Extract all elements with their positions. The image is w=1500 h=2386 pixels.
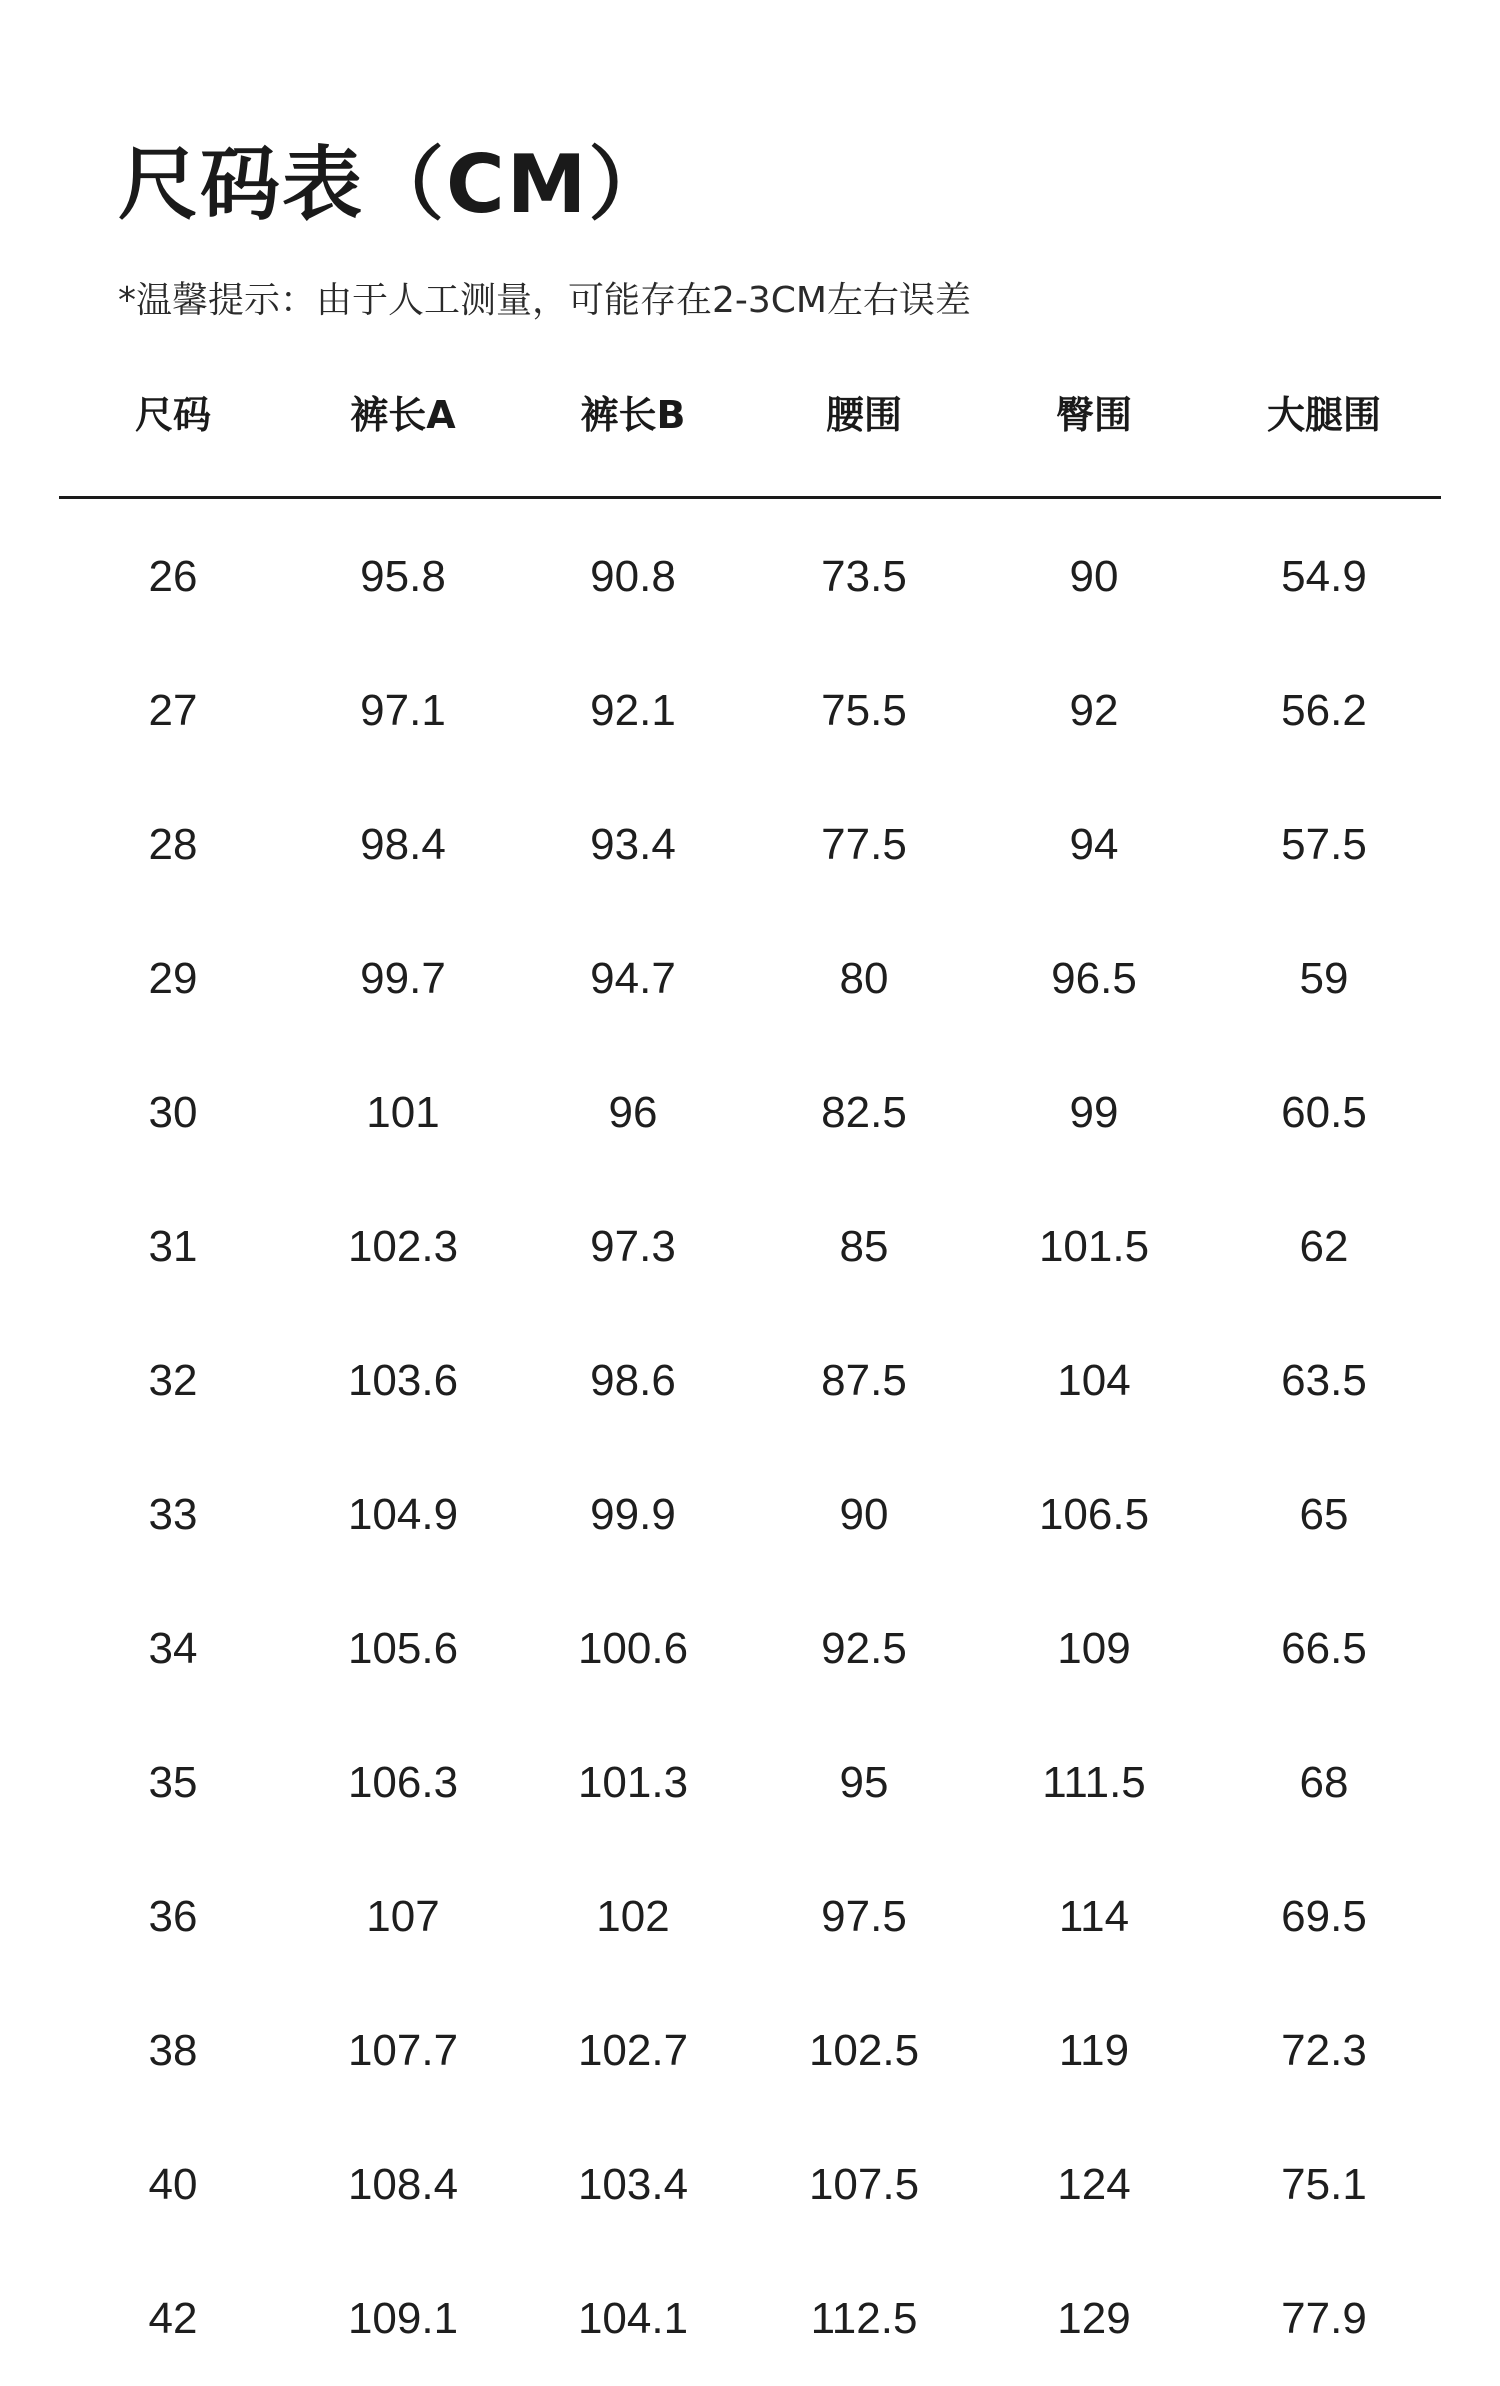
cell-hip: 94 bbox=[1069, 820, 1119, 869]
cell-length-a: 108.4 bbox=[347, 2160, 459, 2209]
cell-length-a: 102.3 bbox=[347, 1222, 459, 1271]
cell-size: 27 bbox=[148, 686, 198, 735]
cell-length-b: 96 bbox=[608, 1088, 658, 1137]
cell-size: 36 bbox=[148, 1892, 198, 1941]
cell-length-b: 93.4 bbox=[590, 820, 676, 869]
cell-thigh: 60.5 bbox=[1281, 1088, 1367, 1137]
cell-waist: 77.5 bbox=[821, 820, 907, 869]
table-row bbox=[0, 1448, 1500, 1582]
cell-waist: 82.5 bbox=[821, 1088, 907, 1137]
cell-size: 35 bbox=[148, 1758, 198, 1807]
cell-hip: 119 bbox=[1058, 2026, 1130, 2075]
cell-thigh: 54.9 bbox=[1281, 552, 1367, 601]
table-row bbox=[0, 1984, 1500, 2118]
cell-hip: 129 bbox=[1057, 2294, 1131, 2343]
cell-thigh: 57.5 bbox=[1281, 820, 1367, 869]
cell-waist: 107.5 bbox=[808, 2160, 920, 2209]
cell-waist: 92.5 bbox=[821, 1624, 907, 1673]
cell-length-b: 92.1 bbox=[590, 686, 676, 735]
header-divider bbox=[59, 496, 1441, 499]
cell-hip: 109 bbox=[1057, 1624, 1131, 1673]
measurement-note: *温馨提示：由于人工测量，可能存在2-3CM左右误差 bbox=[118, 280, 971, 321]
cell-hip: 96.5 bbox=[1051, 954, 1137, 1003]
cell-length-b: 104.1 bbox=[577, 2294, 689, 2343]
cell-length-b: 100.6 bbox=[577, 1624, 689, 1673]
cell-thigh: 66.5 bbox=[1281, 1624, 1367, 1673]
cell-length-a: 95.8 bbox=[360, 552, 446, 601]
cell-length-b: 97.3 bbox=[590, 1222, 676, 1271]
cell-thigh: 75.1 bbox=[1281, 2160, 1367, 2209]
cell-length-a: 104.9 bbox=[347, 1490, 459, 1539]
cell-size: 40 bbox=[148, 2160, 198, 2209]
header-length-a: 裤长A bbox=[350, 393, 456, 437]
cell-length-a: 97.1 bbox=[360, 686, 446, 735]
cell-thigh: 65 bbox=[1299, 1490, 1349, 1539]
cell-length-a: 106.3 bbox=[347, 1758, 459, 1807]
cell-length-b: 102.7 bbox=[577, 2026, 689, 2075]
cell-size: 26 bbox=[148, 552, 198, 601]
cell-waist: 87.5 bbox=[821, 1356, 907, 1405]
table-row bbox=[0, 1716, 1500, 1850]
cell-length-b: 99.9 bbox=[590, 1490, 676, 1539]
cell-length-b: 102 bbox=[596, 1892, 670, 1941]
cell-length-a: 109.1 bbox=[347, 2294, 459, 2343]
cell-hip: 104 bbox=[1057, 1356, 1131, 1405]
table-row bbox=[0, 510, 1500, 644]
cell-hip: 111.5 bbox=[1042, 1758, 1146, 1807]
cell-waist: 73.5 bbox=[821, 552, 907, 601]
cell-length-a: 99.7 bbox=[360, 954, 446, 1003]
cell-thigh: 56.2 bbox=[1281, 686, 1367, 735]
cell-thigh: 62 bbox=[1299, 1222, 1349, 1271]
cell-length-a: 103.6 bbox=[347, 1356, 459, 1405]
cell-hip: 90 bbox=[1069, 552, 1119, 601]
cell-thigh: 69.5 bbox=[1281, 1892, 1367, 1941]
header-size: 尺码 bbox=[134, 393, 211, 437]
cell-size: 31 bbox=[148, 1222, 198, 1271]
cell-hip: 114 bbox=[1058, 1892, 1130, 1941]
cell-length-a: 101 bbox=[366, 1088, 440, 1137]
cell-length-b: 98.6 bbox=[590, 1356, 676, 1405]
table-body bbox=[0, 510, 1500, 2386]
cell-thigh: 72.3 bbox=[1281, 2026, 1367, 2075]
cell-waist: 80 bbox=[839, 954, 889, 1003]
cell-length-b: 101.3 bbox=[577, 1758, 689, 1807]
page-title: 尺码表（CM） bbox=[118, 138, 671, 231]
cell-waist: 85 bbox=[839, 1222, 889, 1271]
cell-waist: 97.5 bbox=[821, 1892, 907, 1941]
table-row bbox=[0, 1046, 1500, 1180]
table-row bbox=[0, 1314, 1500, 1448]
cell-length-b: 103.4 bbox=[577, 2160, 689, 2209]
table-row bbox=[0, 1180, 1500, 1314]
cell-length-b: 94.7 bbox=[590, 954, 676, 1003]
cell-waist: 112.5 bbox=[810, 2294, 918, 2343]
table-row bbox=[0, 1850, 1500, 1984]
cell-length-a: 107 bbox=[366, 1892, 440, 1941]
cell-size: 29 bbox=[148, 954, 198, 1003]
cell-waist: 90 bbox=[839, 1490, 889, 1539]
table-row bbox=[0, 2252, 1500, 2386]
cell-length-a: 107.7 bbox=[347, 2026, 459, 2075]
cell-thigh: 63.5 bbox=[1281, 1356, 1367, 1405]
table-row bbox=[0, 778, 1500, 912]
cell-size: 34 bbox=[148, 1624, 198, 1673]
table-row bbox=[0, 2118, 1500, 2252]
cell-size: 38 bbox=[148, 2026, 198, 2075]
cell-waist: 75.5 bbox=[821, 686, 907, 735]
cell-thigh: 77.9 bbox=[1281, 2294, 1367, 2343]
header-waist: 腰围 bbox=[825, 393, 902, 437]
cell-size: 30 bbox=[148, 1088, 198, 1137]
table-row bbox=[0, 1582, 1500, 1716]
cell-size: 32 bbox=[148, 1356, 198, 1405]
table-row bbox=[0, 644, 1500, 778]
cell-waist: 102.5 bbox=[808, 2026, 920, 2075]
header-hip: 臀围 bbox=[1055, 393, 1132, 437]
table-header bbox=[0, 385, 1500, 445]
header-thigh: 大腿围 bbox=[1266, 393, 1381, 437]
table-row bbox=[0, 912, 1500, 1046]
cell-length-a: 105.6 bbox=[347, 1624, 459, 1673]
cell-thigh: 68 bbox=[1299, 1758, 1349, 1807]
cell-hip: 92 bbox=[1069, 686, 1119, 735]
cell-size: 33 bbox=[148, 1490, 198, 1539]
cell-hip: 124 bbox=[1057, 2160, 1131, 2209]
cell-size: 28 bbox=[148, 820, 198, 869]
header-length-b: 裤长B bbox=[580, 393, 686, 437]
cell-hip: 106.5 bbox=[1038, 1490, 1150, 1539]
cell-hip: 99 bbox=[1069, 1088, 1119, 1137]
cell-hip: 101.5 bbox=[1038, 1222, 1150, 1271]
cell-length-a: 98.4 bbox=[360, 820, 446, 869]
cell-thigh: 59 bbox=[1299, 954, 1349, 1003]
cell-length-b: 90.8 bbox=[590, 552, 676, 601]
cell-waist: 95 bbox=[839, 1758, 889, 1807]
cell-size: 42 bbox=[148, 2294, 198, 2343]
